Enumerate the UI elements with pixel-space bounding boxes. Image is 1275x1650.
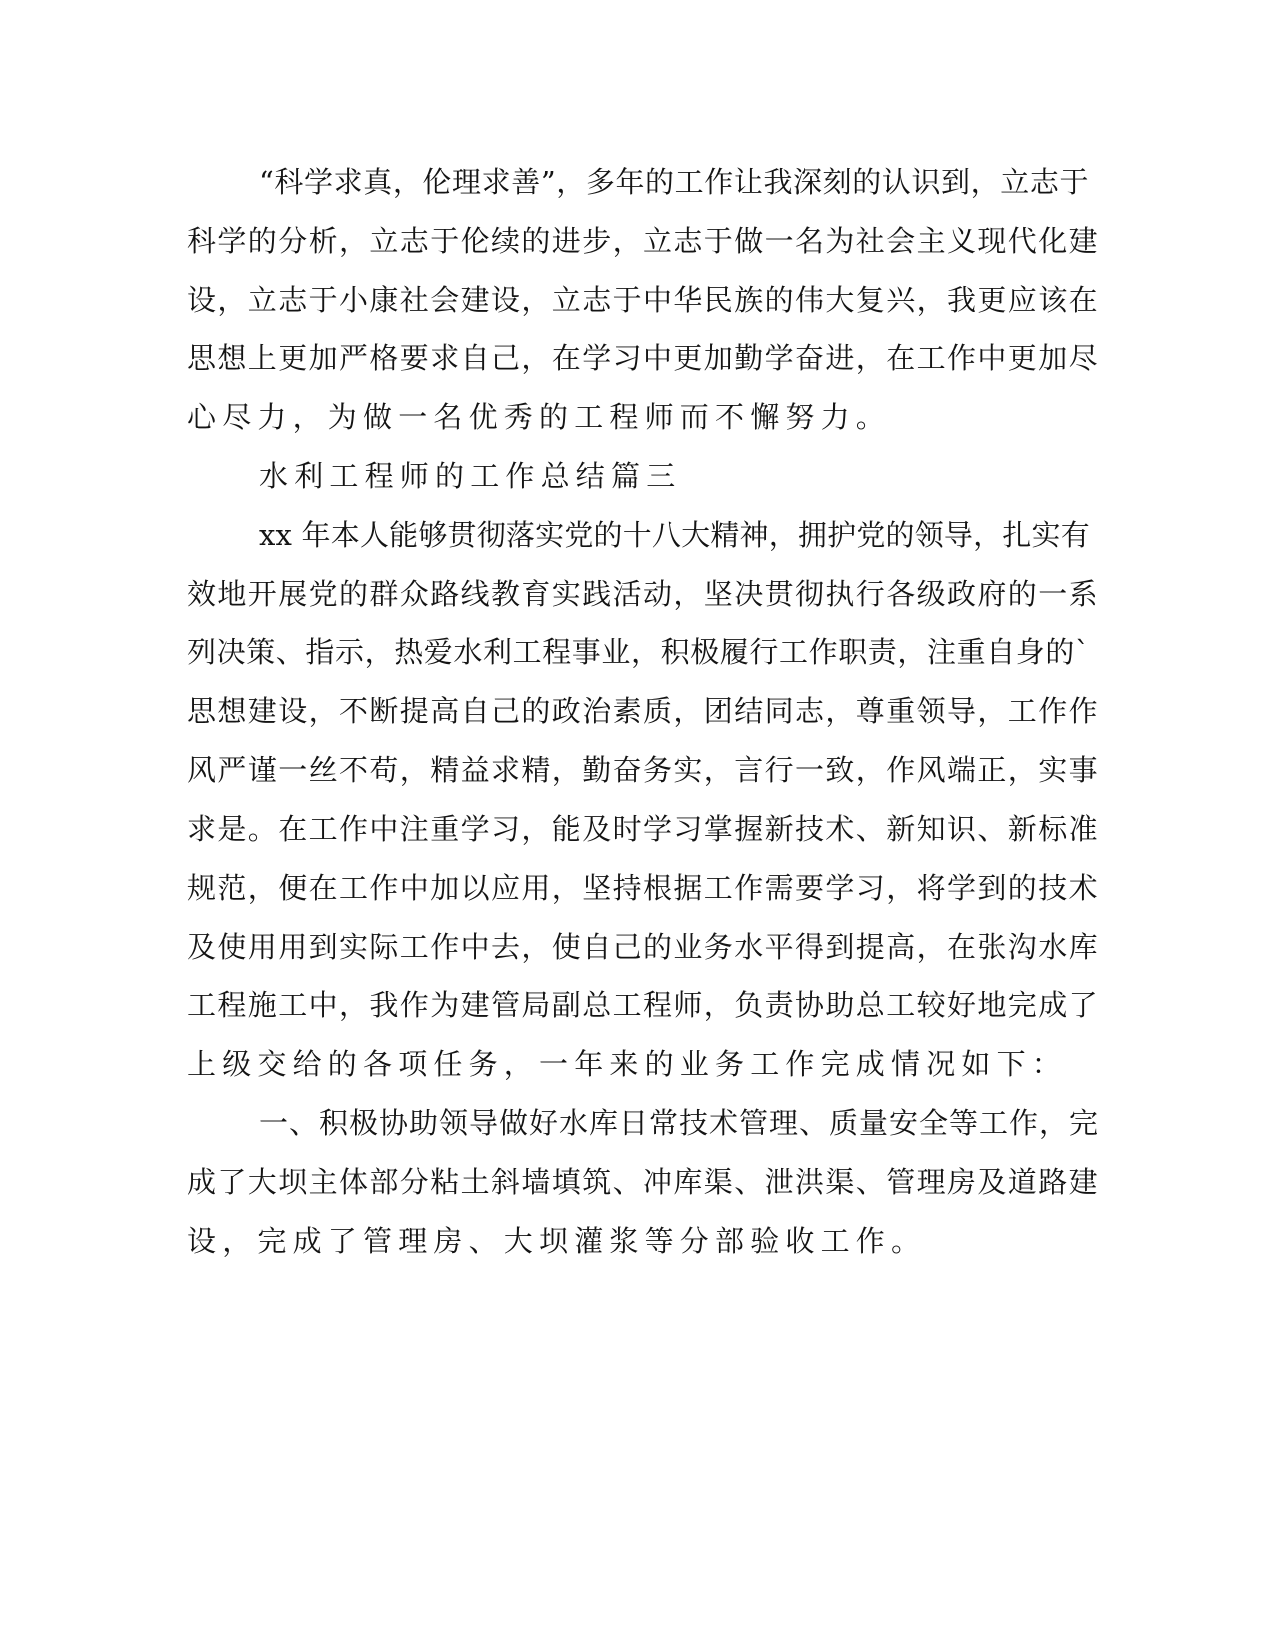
paragraph-2-line-8: 及使用用到实际工作中去，使自己的业务水平得到提高，在张沟水库 bbox=[187, 930, 1100, 964]
paragraph-3-line-2: 成了大坝主体部分粘土斜墙填筑、冲库渠、泄洪渠、管理房及道路建 bbox=[187, 1165, 1100, 1199]
paragraph-2-line-4: 思想建设，不断提高自己的政治素质，团结同志，尊重领导，工作作 bbox=[187, 694, 1100, 728]
paragraph-1-line-1: “科学求真，伦理求善”，多年的工作让我深刻的认识到，立志于 bbox=[259, 165, 1090, 199]
paragraph-1-line-3: 设，立志于小康社会建设，立志于中华民族的伟大复兴，我更应该在 bbox=[187, 283, 1100, 317]
section-heading: 水利工程师的工作总结篇三 bbox=[259, 459, 682, 493]
paragraph-2-line-10: 上级交给的各项任务，一年来的业务工作完成情况如下： bbox=[187, 1047, 1068, 1081]
paragraph-2-line-2: 效地开展党的群众路线教育实践活动，坚决贯彻执行各级政府的一系 bbox=[187, 577, 1100, 611]
paragraph-2-line-6: 求是。在工作中注重学习，能及时学习掌握新技术、新知识、新标准 bbox=[187, 812, 1100, 846]
paragraph-3-line-3: 设，完成了管理房、大坝灌浆等分部验收工作。 bbox=[187, 1224, 927, 1258]
paragraph-2-line-9: 工程施工中，我作为建管局副总工程师，负责协助总工较好地完成了 bbox=[187, 988, 1100, 1022]
paragraph-2-line-3: 列决策、指示，热爱水利工程事业，积极履行工作职责，注重自身的` bbox=[187, 635, 1091, 669]
paragraph-2-line-7: 规范，便在工作中加以应用，坚持根据工作需要学习，将学到的技术 bbox=[187, 871, 1100, 905]
paragraph-1-line-4: 思想上更加严格要求自己，在学习中更加勤学奋进，在工作中更加尽 bbox=[187, 341, 1100, 375]
paragraph-2-line-1: xx 年本人能够贯彻落实党的十八大精神，拥护党的领导，扎实有 bbox=[259, 518, 1090, 552]
paragraph-1-line-2: 科学的分析，立志于伦续的进步，立志于做一名为社会主义现代化建 bbox=[187, 224, 1100, 258]
paragraph-1-line-5: 心尽力，为做一名优秀的工程师而不懈努力。 bbox=[187, 400, 892, 434]
paragraph-2-line-5: 风严谨一丝不苟，精益求精，勤奋务实，言行一致，作风端正，实事 bbox=[187, 753, 1100, 787]
paragraph-3-line-1: 一、积极协助领导做好水库日常技术管理、质量安全等工作，完 bbox=[259, 1106, 1100, 1140]
